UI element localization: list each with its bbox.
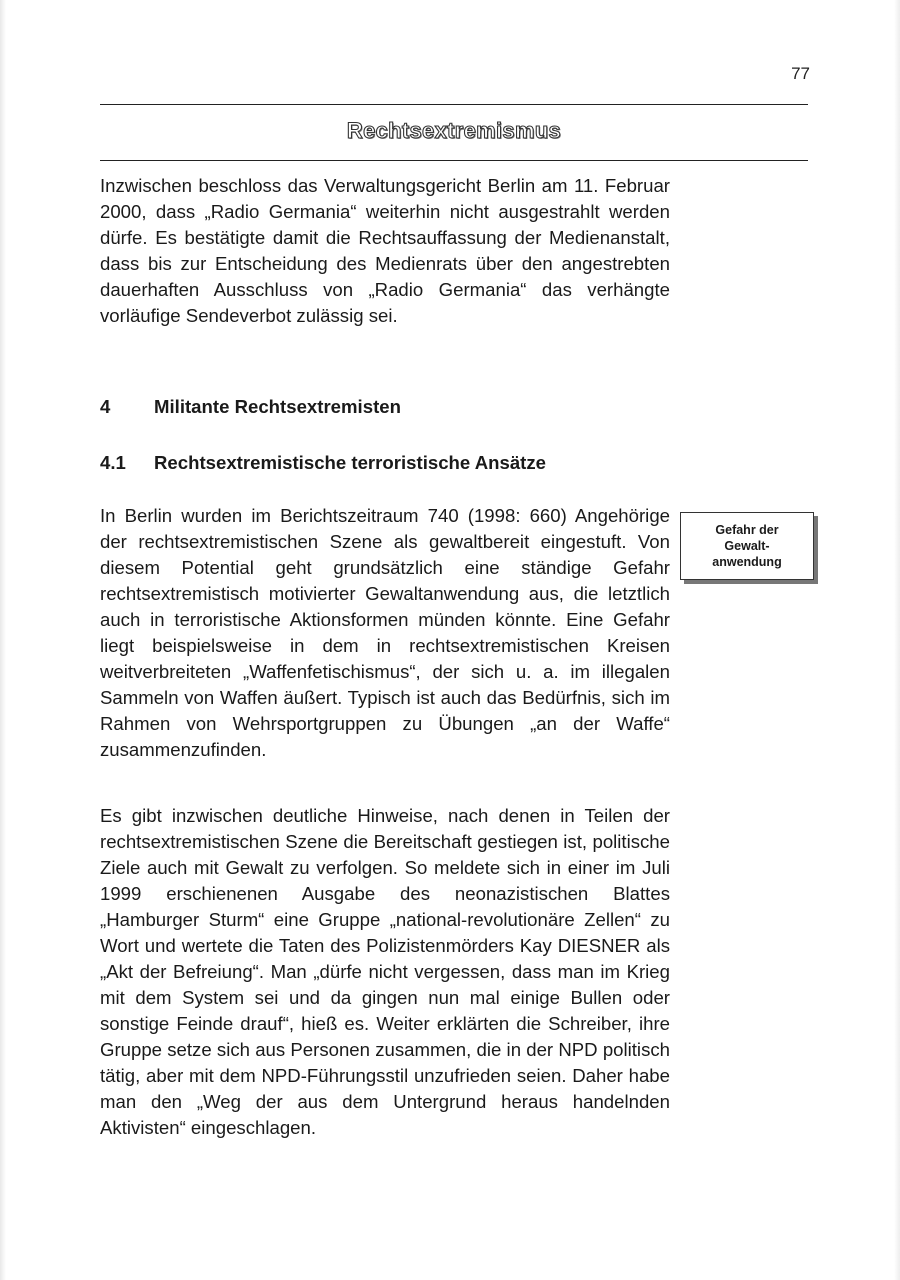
- margin-note-box: [680, 512, 814, 580]
- section-heading-4: [100, 396, 401, 418]
- margin-note-line-3: anwendung: [712, 555, 782, 569]
- header-rule-bottom: [100, 160, 808, 161]
- running-head: Rechtsextremismus: [346, 118, 562, 143]
- subsection-title: Rechtsextremistische terroristische Ansätze: [154, 452, 547, 473]
- scan-edge-left: [0, 0, 6, 1280]
- page-number: 77: [791, 64, 810, 83]
- margin-note-text: [699, 522, 795, 570]
- header-rule-top: [100, 104, 808, 105]
- paragraph-gewaltbereit: In Berlin wurden im Berichtszeitraum 740 (1998: 660) Angehörige der rechtsextremistischen Szene als gewaltbereit eingestuft. Von diesem Potential geht grundsätzlich eine ständige Gefahr rechtsextremistisch motivierter Gewaltanwendung aus, die letztlich auch in terroristische Aktionsformen münden könnte. Eine Gefahr liegt beispielsweise in dem in rechtsextremistischen Kreisen weitverbreiteten „Waffenfetischismus“, der sich u. a. im illegalen Sammeln von Waffen äußert. Typisch ist auch das Bedürfnis, sich im Rahmen von Wehrsportgruppen zu Übungen „an der Waffe“ zusammenzufinden.: [100, 505, 670, 760]
- subsection-number: 4.1: [100, 452, 126, 473]
- margin-note-line-1: Gefahr der: [715, 523, 779, 537]
- scan-edge-right: [894, 0, 900, 1280]
- margin-note-line-2: Gewalt-: [724, 539, 770, 553]
- paragraph-radio-germania: Inzwischen beschloss das Verwaltungsgericht Berlin am 11. Februar 2000, dass „Radio Germania“ weiterhin nicht ausgestrahlt werden dürfe. Es bestätigte damit die Rechtsauffassung der Medienanstalt, dass bis zur Entscheidung des Medienrats über den angestrebten dauerhaften Ausschluss von „Radio Germania“ das verhängte vorläufige Sendeverbot zulässig sei.: [100, 175, 670, 326]
- section-heading-4-1: [100, 452, 546, 474]
- section-title: Militante Rechtsextremisten: [154, 396, 401, 417]
- paragraph-hinweise: Es gibt inzwischen deutliche Hinweise, nach denen in Teilen der rechtsextremistischen Szene die Bereitschaft gestiegen ist, politische Ziele auch mit Gewalt zu verfolgen. So meldete sich in einer im Juli 1999 erschienenen Ausgabe des neonazistischen Blattes „Hamburger Sturm“ eine Gruppe „national-revolutionäre Zellen“ zu Wort und wertete die Taten des Polizistenmörders Kay DIESNER als „Akt der Befreiung“. Man „dürfe nicht vergessen, dass man im Krieg mit dem System sei und da gingen nun mal einige Bullen oder sonstige Feinde drauf“, hieß es. Weiter erklärten die Schreiber, ihre Gruppe setze sich aus Personen zusammen, die in der NPD politisch tätig, aber mit dem NPD-Führungsstil unzufrieden seien. Daher habe man den „Weg der aus dem Untergrund heraus handelnden Aktivisten“ eingeschlagen.: [100, 805, 670, 1138]
- section-number: 4: [100, 396, 111, 417]
